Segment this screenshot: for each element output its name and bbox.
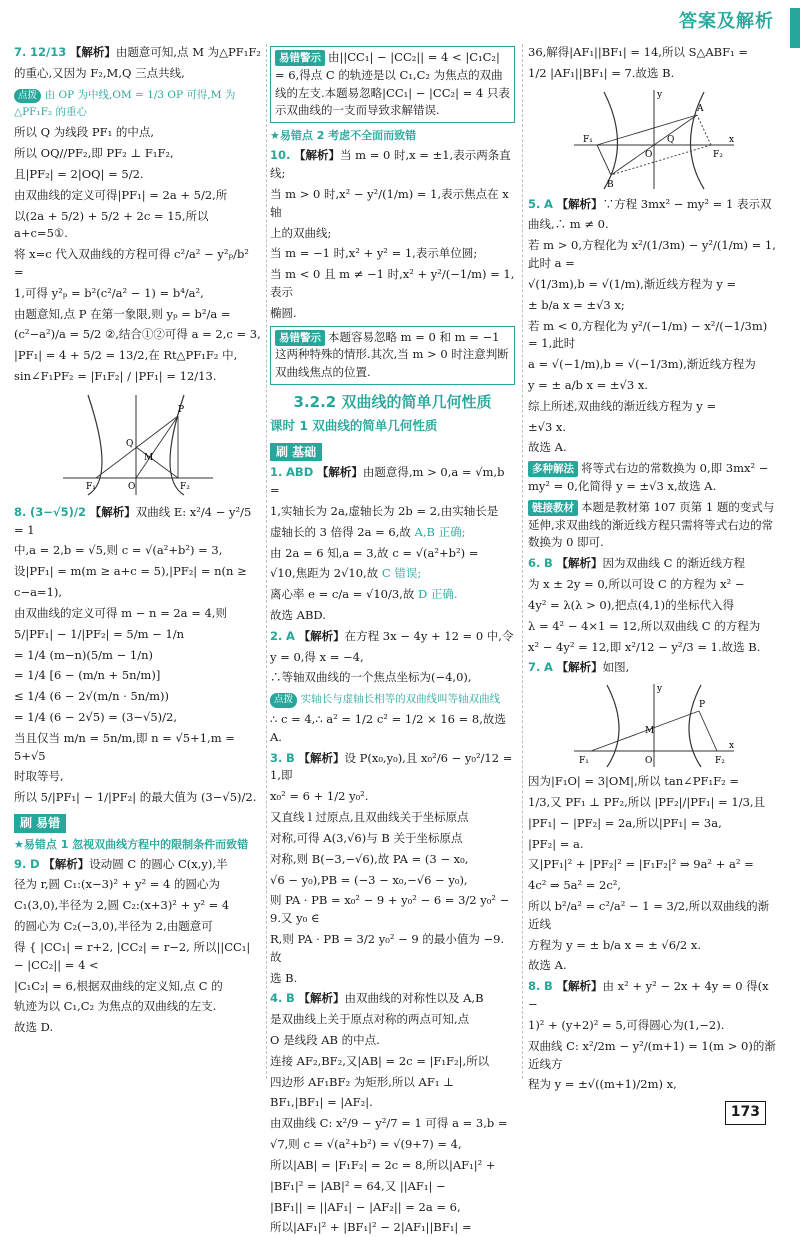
question-number: 6.: [528, 556, 541, 571]
text-line: 为 x ± 2y = 0,所以可设 C 的方程为 x² −: [528, 577, 745, 592]
text-line: 方程为 y = ± b/a x = ± √6/2 x.: [528, 937, 701, 952]
text-line: 由 2a = 6 知,a = 3,故 c = √(a²+b²) =: [270, 545, 479, 560]
text-line: 得 { |CC₁| = r+2, |CC₂| = r−2, 所以||CC₁| − |CC₂|| = 4 <: [14, 939, 251, 972]
answer-q5: [528, 196, 780, 458]
answer-q2: [270, 628, 515, 747]
text-line: 对称,可得 A(3,√6)与 B 关于坐标原点: [270, 830, 463, 845]
text-line: 离心率 e = c/a = √10/3,故: [270, 587, 418, 602]
point-label: O: [128, 481, 136, 492]
text-line: 且|PF₂| = 2|OQ| = 5/2.: [14, 166, 144, 181]
answer-q9: [14, 856, 262, 1037]
warning-text: 本题容易忽略 m = 0 和 m = −1 这两种特殊的情形.其次,当 m > 0 时注意判断双曲线焦点的位置.: [275, 329, 509, 380]
text-line: x₀² = 6 + 1/2 y₀².: [270, 789, 369, 804]
point-label: O: [645, 756, 653, 767]
text-line: 所以 OQ//PF₂,即 PF₂ ⊥ F₁F₂,: [14, 146, 174, 161]
text-line: |PF₁| = 4 + 5/2 = 13/2,在 Rt△PF₁F₂ 中,: [14, 348, 238, 363]
text-line: O 是线段 AB 的中点.: [270, 1033, 380, 1048]
text-line: |PF₂| = a.: [528, 836, 584, 851]
text-line: = 1/4 (6 − 2√5) = (3−√5)/2,: [14, 709, 178, 724]
text-line: 连接 AF₂,BF₂,又|AB| = 2c = |F₁F₂|,所以: [270, 1053, 490, 1068]
text-line: 曲线,∴ m ≠ 0.: [528, 217, 609, 232]
text-line: 当 m = −1 时,x² + y² = 1,表示单位圆;: [270, 246, 478, 261]
error-point-2: ★易错点 2 考虑不全面而致错: [270, 129, 417, 143]
text-line: 椭圆.: [270, 305, 297, 320]
answer-value: A: [544, 660, 553, 675]
axis-label: y: [657, 89, 663, 100]
text-line: 对称,则 B(−3,−√6),故 PA = (3 − x₀,: [270, 851, 469, 866]
answer-value: D: [30, 856, 40, 871]
text-line: |PF₁| − |PF₂| = 2a,所以|PF₁| = 3a,: [528, 815, 722, 830]
point-label: M: [645, 726, 655, 737]
analysis-label: 【解析】: [556, 196, 603, 211]
analysis-label: 【解析】: [89, 504, 136, 519]
text-line: 故选 A.: [528, 440, 567, 455]
question-number: 4.: [270, 991, 283, 1006]
text-line: a = √(−1/m),b = √(−1/3m),渐近线方程为: [528, 357, 756, 372]
warning-text: 由||CC₁| − |CC₂|| = 4 < |C₁C₂| = 6,得点 C 的轨迹是以 C₁,C₂ 为焦点的双曲线的左支.本题易忽略|CC₁| − |CC₂| = 4 只表示双曲线的一支而导致求解错误.: [275, 50, 510, 118]
text-line: 上的双曲线;: [270, 225, 332, 240]
textbook-note: [528, 499, 780, 552]
point-label: F₁: [583, 134, 593, 145]
question-number: 7.: [14, 45, 27, 59]
question-number: 2.: [270, 628, 283, 643]
text-line: |BF₁|² = |AB|² = 64,又 ||AF₁| −: [270, 1178, 446, 1193]
text-line: √6 − y₀),PB = (−3 − x₀,−√6 − y₀),: [270, 872, 468, 887]
analysis-label: 【解析】: [556, 660, 603, 675]
column-2: [270, 44, 515, 1235]
analysis-label: 【解析】: [298, 628, 345, 643]
answer-q1: [270, 464, 515, 625]
text-line: √(1/3m),b = √(1/m),渐近线方程为 y =: [528, 276, 737, 291]
warning-box-2: [270, 326, 515, 385]
text-line: 双曲线 E: x²/4 − y²/5 = 1: [14, 504, 252, 537]
text-line: 由双曲线的定义可得 m − n = 2a = 4,则: [14, 605, 227, 620]
text-line: 故选 D.: [14, 1020, 54, 1035]
answer-value: B: [544, 979, 553, 994]
text-line: 又|PF₁|² + |PF₂|² = |F₁F₂|² ⇒ 9a² + a² =: [528, 857, 754, 872]
text-line: 在方程 3x − 4y + 12 = 0 中,令: [344, 628, 514, 643]
text-line: = 1/4 [6 − (m/n + 5n/m)]: [14, 668, 161, 683]
section-easy-wrong: 刷 易错: [14, 814, 66, 833]
point-label: Q: [126, 438, 134, 449]
textbook-tag: 链接教材: [528, 500, 578, 516]
text-line: ≤ 1/4 (6 − 2√(m/n · 5n/m)): [14, 689, 169, 704]
page-header: [679, 8, 774, 42]
text-line: 设 P(x₀,y₀),且 x₀²/6 − y₀²/12 = 1,即: [270, 750, 513, 783]
axis-label: x: [729, 134, 735, 145]
text-line: 程为 y = ±√((m+1)/2m) x,: [528, 1077, 677, 1092]
analysis-label: 【解析】: [298, 750, 345, 765]
text-line: 4y² = λ(λ > 0),把点(4,1)的坐标代入得: [528, 597, 735, 612]
answer-value: 12/13: [30, 45, 67, 59]
answer-value: A: [286, 628, 295, 643]
text-line: 5/|PF₁| − 1/|PF₂| = 5/m − 1/n: [14, 626, 185, 641]
text-line: 设动圆 C 的圆心 C(x,y),半: [89, 856, 228, 871]
text-line: |BF₁|| = ||AF₁| − |AF₂|| = 2a = 6,: [270, 1199, 461, 1214]
error-point-1: ★易错点 1 忽视双曲线方程中的限制条件而致错: [14, 837, 249, 851]
point-label: F₁: [579, 756, 589, 767]
answer-q3: [270, 750, 515, 988]
text-line: 由双曲线 C: x²/9 − y²/7 = 1 可得 a = 3,b =: [270, 1116, 508, 1131]
verdict-text: D 正确.: [418, 587, 458, 602]
text-line: x² − 4y² = 12,即 x²/12 − y²/3 = 1.故选 B.: [528, 639, 761, 654]
text-line: 将 x=c 代入双曲线的方程可得 c²/a² − y²ₚ/b² =: [14, 247, 249, 279]
section-title: 3.2.2 双曲线的简单几何性质: [293, 393, 492, 412]
text-line: 所以 5/|PF₁| − 1/|PF₂| 的最大值为 (3−√5)/2.: [14, 790, 257, 805]
answer-value: B: [544, 556, 553, 571]
text-line: 所以|AB| = |F₁F₂| = 2c = 8,所以|AF₁|² +: [270, 1157, 496, 1172]
point-label: B: [607, 179, 614, 190]
question-number: 3.: [270, 750, 283, 765]
text-line: 若 m > 0,方程化为 x²/(1/3m) − y²/(1/m) = 1,此时 a =: [528, 238, 776, 271]
text-line: 选 B.: [270, 970, 298, 985]
text-line: 1)² + (y+2)² = 5,可得圆心为(1,−2).: [528, 1017, 725, 1032]
axis-label: x: [729, 741, 735, 752]
text-line: 故选 A.: [528, 958, 567, 973]
text-line: 当且仅当 m/n = 5n/m,即 n = √5+1,m = 5+√5: [14, 730, 235, 763]
question-number: 8.: [528, 979, 541, 994]
page-number: 173: [725, 1101, 766, 1125]
hyperbola-figure-2: [569, 87, 739, 192]
text-line: 由双曲线的定义可得|PF₁| = 2a + 5/2,所: [14, 187, 228, 202]
text-line: 1/3,又 PF₁ ⊥ PF₂,所以 |PF₂|/|PF₁| = 1/3,且: [528, 794, 766, 809]
answer-q7: [14, 44, 262, 500]
text-line: 所以 Q 为线段 PF₁ 的中点,: [14, 125, 155, 140]
text-line: 由题意得,m > 0,a = √m,b =: [270, 465, 505, 498]
text-line: R,则 PA · PB = 3/2 y₀² − 9 的最小值为 −9.故: [270, 931, 505, 964]
analysis-label: 【解析】: [69, 45, 116, 59]
text-line: 双曲线 C: x²/2m − y²/(m+1) = 1(m > 0)的渐近线方: [528, 1038, 776, 1071]
text-line: 1,实轴长为 2a,虚轴长为 2b = 2,由实轴长是: [270, 503, 499, 518]
point-label: F₂: [715, 756, 725, 767]
text-line: 所以 b²/a² = c²/a² − 1 = 3/2,所以双曲线的渐近线: [528, 899, 770, 931]
column-1: [14, 44, 262, 1091]
answer-q10: [270, 147, 515, 322]
lesson-title: 课时 1 双曲线的简单几何性质: [270, 418, 438, 434]
text-line: 的圆心为 C₂(−3,0),半径为 2,由题意可: [14, 919, 213, 934]
text-line: 设|PF₁| = m(m ≥ a+c = 5),|PF₂| = n(n ≥: [14, 564, 247, 579]
text-line: 是双曲线上关于原点对称的两点可知,点: [270, 1012, 470, 1027]
text-line: y = ± a/b x = ±√3 x.: [528, 377, 648, 392]
method-tag: 多种解法: [528, 461, 578, 477]
text-line: 以(2a + 5/2) + 5/2 + 2c = 15,所以 a+c=5①.: [14, 208, 209, 241]
hyperbola-figure-3: [569, 681, 739, 769]
text-line: 1,可得 y²ₚ = b²(c²/a² − 1) = b⁴/a²,: [14, 285, 204, 300]
text-line: |C₁C₂| = 6,根据双曲线的定义知,点 C 的: [14, 978, 223, 993]
text-line: 若 m < 0,方程化为 y²/(−1/m) − x²/(−1/3m) = 1,此时: [528, 318, 768, 351]
text-line: BF₁,|BF₁| = |AF₂|.: [270, 1095, 373, 1110]
point-label: F₂: [713, 149, 723, 160]
text-line: ± b/a x = ±√3 x;: [528, 297, 625, 312]
text-line: 径为 r,圆 C₁:(x−3)² + y² = 4 的圆心为: [14, 877, 220, 892]
text-line: (c²−a²)/a = 5/2 ②,结合①②可得 a = 2,c = 3,: [14, 327, 261, 342]
analysis-label: 【解析】: [43, 856, 90, 871]
analysis-label: 【解析】: [556, 556, 603, 571]
point-label: F₁: [86, 481, 96, 492]
question-number: 10.: [270, 148, 291, 163]
text-line: 如图,: [602, 660, 630, 675]
answer-q6: [528, 555, 780, 656]
text-line: 又直线 l 过原点,且双曲线关于坐标原点: [270, 810, 469, 825]
text-line: = 1/4 (m−n)(5/m − 1/n): [14, 647, 153, 662]
answer-q4: [270, 990, 515, 1237]
point-label: F₂: [180, 481, 190, 492]
text-line: ∵方程 3mx² − my² = 1 表示双: [602, 196, 772, 211]
header-title: 答案及解析: [679, 11, 774, 32]
hint-text: 实轴长与虚轴长相等的双曲线叫等轴双曲线: [300, 693, 501, 706]
header-accent-bar: [790, 8, 800, 48]
point-label: Q: [667, 134, 675, 145]
axis-label: y: [657, 684, 663, 695]
column-3: [528, 44, 780, 1091]
analysis-label: 【解析】: [316, 465, 363, 480]
answer-value: B: [286, 991, 295, 1006]
text-line: sin∠F₁PF₂ = |F₁F₂| / |PF₁| = 12/13.: [14, 369, 217, 383]
point-label: O: [645, 149, 653, 160]
hint-badge: 点拨: [270, 693, 297, 708]
text-line: 故选 ABD.: [270, 607, 326, 622]
text-line: 由 x² + y² − 2x + 4y = 0 得(x −: [528, 979, 769, 1012]
text-line: C₁(3,0),半径为 2,圆 C₂:(x+3)² + y² = 4: [14, 898, 230, 913]
hint-badge: 点拨: [14, 89, 41, 104]
text-line: ∴ c = 4,∴ a² = 1/2 c² = 1/2 × 16 = 8,故选 A.: [270, 712, 506, 744]
text-line: λ = 4² − 4×1 = 12,所以双曲线 C 的方程为: [528, 618, 761, 633]
text-line: 4c² ⇒ 5a² = 2c²,: [528, 878, 622, 893]
textbook-text: 本题是教材第 107 页第 1 题的变式与延伸,求双曲线的渐近线方程只需将等式右边的常数换为 0 即可.: [528, 499, 775, 550]
method-text: 将等式右边的常数换为 0,即 3mx² − my² = 0,化简得 y = ±√3 x,故选 A.: [528, 461, 769, 493]
answer-value: A: [544, 196, 553, 211]
method-note: [528, 460, 780, 496]
question-number: 8.: [14, 504, 27, 519]
answer-value: ABD: [286, 465, 314, 480]
warning-tag: 易错警示: [275, 50, 325, 66]
answer-value: B: [286, 750, 295, 765]
text-line: 时取等号,: [14, 769, 64, 784]
text-line: 因为|F₁O| = 3|OM|,所以 tan∠PF₁F₂ =: [528, 774, 740, 789]
hint-text: 由 OP 为中线,OM = 1/3 OP 可得,M 为△PF₁F₂ 的重心: [14, 88, 236, 119]
text-line: 当 m = 0 时,x = ±1,表示两条直线;: [270, 148, 511, 181]
column-divider: [266, 44, 267, 1079]
answer-q4-continued: [528, 44, 780, 192]
point-label: M: [144, 452, 154, 463]
analysis-label: 【解析】: [294, 148, 341, 163]
text-line: √10,焦距为 2√10,故: [270, 566, 382, 581]
text-line: 综上所述,双曲线的渐近线方程为 y =: [528, 398, 717, 413]
text-line: c−a=1),: [14, 585, 63, 600]
answer-value: (3−√5)/2: [30, 504, 87, 519]
text-line: 由题意知,点 P 在第一象限,则 yₚ = b²/a =: [14, 306, 231, 321]
text-line: 虚轴长的 3 倍得 2a = 6,故: [270, 524, 415, 539]
analysis-label: 【解析】: [556, 979, 603, 994]
text-line: 因为双曲线 C 的渐近线方程: [602, 556, 746, 571]
warning-box-1: [270, 46, 515, 123]
warning-tag: 易错警示: [275, 330, 325, 346]
answer-q7b: [528, 659, 780, 975]
text-line: √7,则 c = √(a²+b²) = √(9+7) = 4,: [270, 1137, 462, 1152]
text-line: 所以|AF₁|² + |BF₁|² − 2|AF₁||BF₁| =: [270, 1220, 472, 1235]
point-label: P: [699, 700, 706, 711]
text-line: 当 m > 0 时,x² − y²/(1/m) = 1,表示焦点在 x 轴: [270, 186, 509, 219]
answer-q8: [14, 504, 262, 807]
column-divider: [522, 44, 523, 1079]
text-line: 的重心,又因为 F₂,M,Q 三点共线,: [14, 65, 185, 80]
question-number: 1.: [270, 465, 283, 480]
analysis-label: 【解析】: [298, 991, 345, 1006]
section-basic: 刷 基础: [270, 443, 322, 462]
text-line: 36,解得|AF₁||BF₁| = 14,所以 S△ABF₁ =: [528, 45, 748, 59]
text-line: 四边形 AF₁BF₂ 为矩形,所以 AF₁ ⊥: [270, 1074, 454, 1089]
text-line: y = 0,得 x = −4,: [270, 649, 364, 664]
text-line: 中,a = 2,b = √5,则 c = √(a²+b²) = 3,: [14, 543, 223, 558]
verdict-text: C 错误;: [381, 566, 422, 581]
text-line: 由题意可知,点 M 为△PF₁F₂: [115, 45, 261, 59]
text-line: 1/2 |AF₁||BF₁| = 7.故选 B.: [528, 65, 675, 80]
text-line: ±√3 x.: [528, 419, 567, 434]
point-label: A: [697, 103, 704, 114]
verdict-text: A,B 正确;: [414, 524, 466, 539]
question-number: 9.: [14, 856, 27, 871]
text-line: 轨迹为以 C₁,C₂ 为焦点的双曲线的左支.: [14, 999, 217, 1014]
text-line: 当 m < 0 且 m ≠ −1 时,x² + y²/(−1/m) = 1,表示: [270, 267, 515, 299]
text-line: 由双曲线的对称性以及 A,B: [344, 991, 484, 1006]
text-line: ∴等轴双曲线的一个焦点坐标为(−4,0),: [270, 670, 472, 685]
question-number: 7.: [528, 660, 541, 675]
point-label: P: [178, 404, 185, 415]
hyperbola-figure-1: [58, 390, 218, 500]
text-line: 则 PA · PB = x₀² − 9 + y₀² − 6 = 3/2 y₀² − 9.又 y₀ ∈: [270, 893, 510, 926]
question-number: 5.: [528, 196, 541, 211]
answer-q8b: [528, 978, 780, 1094]
